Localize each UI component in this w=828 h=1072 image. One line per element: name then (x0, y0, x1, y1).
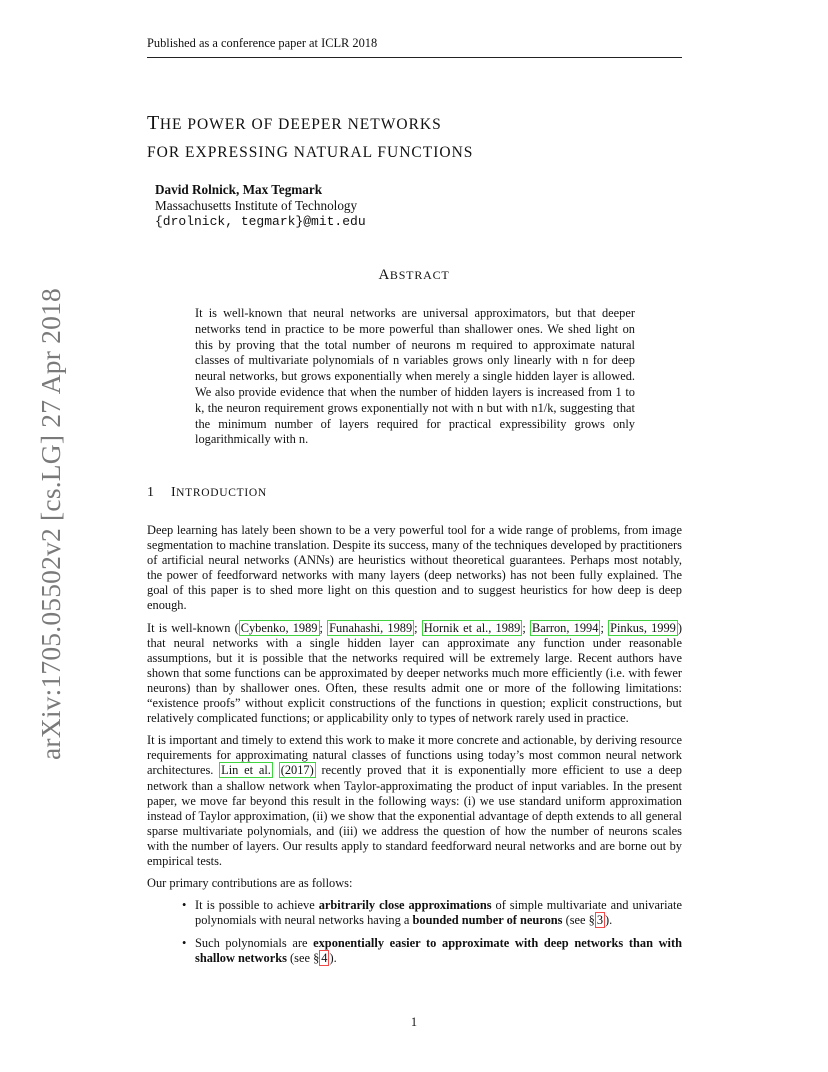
citation-link[interactable]: Cybenko, 1989 (240, 620, 318, 635)
section-title-rest: NTRODUCTION (176, 487, 267, 499)
bullet-text: (see § (562, 913, 595, 928)
author-block (155, 182, 366, 230)
paragraph-3-rest: recently proved that it is exponentially more efficient to use a deep network than a shallow network when Taylor-approximating the product of input variables. In the present paper, we move far beyond this result in the following ways: (i) we use standard uniform approximation instead of Taylor approximation, (ii) we show that the exponential advantage of depth extends to all general sparse multivariate polynomials, and (iii) we address the question of how the number of neurons scales with the number of layers. Our results apply to standard feedforward neural networks and are borne out by empirical tests. (147, 763, 682, 868)
section-ref-link[interactable]: 4 (321, 951, 328, 966)
section-heading-introduction (147, 485, 267, 501)
list-item (182, 898, 682, 928)
bullet-icon: • (182, 936, 187, 951)
paragraph-1: Deep learning has lately been shown to be a very powerful tool for a wide range of problems, from image segmentation to machine translation. Despite its success, many of the techniques developed by practitioners of artificial neural networks (ANNs) are heuristics without theoretical guarantees. Perhaps most notably, the power of feedforward networks with many layers (deep networks) has not been fully explained. The goal of this paper is to shed more light on this question and to suggest heuristics for how deep is deep enough. (147, 523, 682, 613)
list-item (182, 936, 683, 966)
bullet-text: Such polynomials are (195, 936, 314, 951)
bullet-text: ). (605, 913, 613, 928)
arxiv-stamp: arXiv:1705.05502v2 [cs.LG] 27 Apr 2018 (35, 288, 66, 760)
title-cap: T (147, 112, 160, 134)
bullet-bold: arbitrarily close approximations (318, 898, 492, 913)
citation-link[interactable]: Lin et al. (221, 763, 271, 778)
title-line-2: FOR EXPRESSING NATURAL FUNCTIONS (147, 144, 474, 161)
citation-link[interactable]: Hornik et al., 1989 (423, 620, 521, 635)
body-text (147, 523, 682, 975)
author-names: David Rolnick, Max Tegmark (155, 182, 323, 197)
citation-link[interactable]: Pinkus, 1999 (610, 620, 676, 635)
paragraph-4: Our primary contributions are as follows: (147, 876, 353, 891)
contributions-list (147, 898, 682, 966)
affiliation: Massachusetts Institute of Technology (155, 198, 358, 213)
section-cap: I (171, 485, 177, 500)
running-head: Published as a conference paper at ICLR 2018 (147, 36, 682, 58)
bullet-icon: • (182, 898, 187, 913)
paragraph-2-start: It is well-known ( (147, 620, 239, 635)
bullet-text: of simple multivariate and univariate polynomials with neural networks having a (195, 898, 682, 928)
abstract-heading-rest: BSTRACT (389, 268, 450, 282)
abstract-heading-cap: A (378, 267, 390, 283)
bullet-text: It is possible to achieve (195, 898, 319, 913)
citation-link[interactable]: Funahashi, 1989 (329, 620, 413, 635)
title-line-1-rest: HE POWER OF DEEPER NETWORKS (159, 116, 442, 133)
abstract-text: It is well-known that neural networks are universal approximators, but that deeper networks tend in practice to be more powerful than shallower ones. We shed light on this by proving that the total number of neurons m required to approximate natural classes of multivariate polynomials of n variables grows only linearly with n for deep neural networks, but grows exponentially when merely a single hidden layer is allowed. We also provide evidence that when the number of hidden layers is increased from 1 to k, the neuron requirement grows exponentially not with n but with n1/k, suggesting that the minimum number of layers required for practical expressibility grows only logarithmically with n. (195, 306, 635, 447)
citation-link[interactable]: (2017) (280, 763, 314, 778)
bullet-text: (see § (286, 951, 320, 966)
citation-link[interactable]: Barron, 1994 (531, 620, 599, 635)
paragraph-2: It is well-known ( Cybenko, 1989 ; Funahashi, 1989 ; Hornik et al., 1989 ; Barron, 1994 ; Pinkus, 1999 ) that neural networks with a single hidden layer can approximate any function under reasonable assumptions, but it is possible that the networks required will be extremely large. Recent authors have shown that some functions can be approximated by deeper networks much more efficiently (i.e. with fewer neurons) than by shallower ones. Often, these results admit one or more of the following limitations: “existence proofs” without explicit constructions of the functions in question; explicit constructions, but relatively complicated functions; or applicability only to types of network rarely used in practice. (147, 620, 683, 726)
abstract-heading (0, 267, 828, 284)
paragraph-3 (147, 733, 682, 869)
paragraph-2-rest: ) that neural networks with a single hidden layer can approximate any function under reasonable assumptions, but it is possible that the networks required will be extremely large. Recent authors have shown that some functions can be approximated by deeper networks much more efficiently (i.e. with fewer neurons) than by shallower ones. Often, these results admit one or more of the following limitations: “existence proofs” without explicit constructions of the functions in question; explicit constructions, but relatively complicated functions; or applicability only to types of network rarely used in practice. (147, 620, 683, 726)
paper-title (147, 109, 667, 167)
section-number: 1 (147, 485, 155, 500)
bullet-text: ). (329, 951, 337, 966)
paragraph-3-start: It is important and timely to extend this work to make it more concrete and actionable, by deriving resource requirements for approximating natural classes of functions using today’s most common neural network architectures. (147, 733, 682, 778)
title-line-1 (147, 109, 667, 139)
section-ref-link[interactable]: 3 (596, 913, 604, 928)
author-email: {drolnick, tegmark}@mit.edu (155, 214, 366, 229)
bullet-bold: bounded number of neurons (412, 913, 563, 928)
bullet-bold: exponentially easier to approximate with deep networks than with shallow networks (195, 936, 683, 966)
page-number: 1 (410, 1015, 418, 1029)
